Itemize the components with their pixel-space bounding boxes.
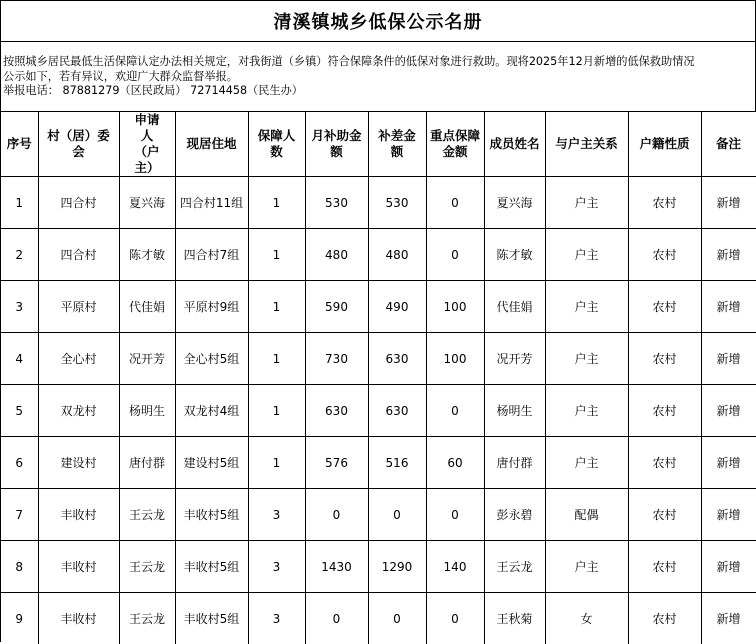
table-row [1,385,756,437]
table-row [1,229,756,281]
remark-cell: 新增 [701,177,756,229]
member-name-cell: 王秋菊 [484,593,545,644]
serial-number-cell: 8 [1,541,38,593]
residence-cell: 双龙村4组 [175,385,248,437]
member-name-cell: 陈才敏 [484,229,545,281]
serial-number-cell: 1 [1,177,38,229]
priority-amount-cell: 100 [426,333,484,385]
member-name-cell: 彭永碧 [484,489,545,541]
covered-persons-cell: 1 [248,333,305,385]
relation-to-head-cell: 户主 [545,385,628,437]
priority-amount-cell: 140 [426,541,484,593]
household-type-cell: 农村 [628,333,701,385]
relation-to-head-cell: 户主 [545,281,628,333]
notice-line-2: 公示如下，若有异议，欢迎广大群众监督举报。 [3,70,753,85]
header-cell: 申请人（户主） [119,112,175,177]
priority-amount-cell: 60 [426,437,484,489]
residence-cell: 丰收村5组 [175,489,248,541]
applicant-name-cell: 夏兴海 [119,177,175,229]
table-row [1,437,756,489]
covered-persons-cell: 1 [248,177,305,229]
village-committee-cell: 丰收村 [38,541,119,593]
residence-cell: 建设村5组 [175,437,248,489]
gap-amount-cell: 530 [368,177,426,229]
residence-cell: 平原村9组 [175,281,248,333]
priority-amount-cell: 0 [426,489,484,541]
member-name-cell: 杨明生 [484,385,545,437]
priority-amount-cell: 0 [426,229,484,281]
relation-to-head-cell: 户主 [545,437,628,489]
applicant-name-cell: 代佳娟 [119,281,175,333]
gap-amount-cell: 516 [368,437,426,489]
remark-cell: 新增 [701,437,756,489]
member-name-cell: 代佳娟 [484,281,545,333]
applicant-name-cell: 陈才敏 [119,229,175,281]
village-committee-cell: 丰收村 [38,489,119,541]
serial-number-cell: 6 [1,437,38,489]
remark-cell: 新增 [701,281,756,333]
header-cell: 重点保障金额 [426,112,484,177]
header-cell: 月补助金额 [305,112,368,177]
household-type-cell: 农村 [628,489,701,541]
monthly-subsidy-cell: 576 [305,437,368,489]
serial-number-cell: 3 [1,281,38,333]
notice-line-1: 按照城乡居民最低生活保障认定办法相关规定，对我街道（乡镇）符合保障条件的低保对象进行救助。现将2025年12月新增的低保救助情况 [3,55,753,70]
monthly-subsidy-cell: 730 [305,333,368,385]
monthly-subsidy-cell: 590 [305,281,368,333]
village-committee-cell: 建设村 [38,437,119,489]
member-name-cell: 王云龙 [484,541,545,593]
page-title: 清溪镇城乡低保公示名册 [1,1,756,42]
gap-amount-cell: 0 [368,593,426,644]
residence-cell: 四合村11组 [175,177,248,229]
covered-persons-cell: 3 [248,489,305,541]
applicant-name-cell: 况开芳 [119,333,175,385]
applicant-name-cell: 唐付群 [119,437,175,489]
roster-table [1,112,756,644]
header-cell: 备注 [701,112,756,177]
gap-amount-cell: 630 [368,385,426,437]
household-type-cell: 农村 [628,281,701,333]
remark-cell: 新增 [701,333,756,385]
household-type-cell: 农村 [628,437,701,489]
remark-cell: 新增 [701,229,756,281]
relation-to-head-cell: 配偶 [545,489,628,541]
applicant-name-cell: 杨明生 [119,385,175,437]
applicant-name-cell: 王云龙 [119,489,175,541]
residence-cell: 丰收村5组 [175,541,248,593]
monthly-subsidy-cell: 1430 [305,541,368,593]
table-row [1,281,756,333]
village-committee-cell: 平原村 [38,281,119,333]
monthly-subsidy-cell: 630 [305,385,368,437]
relation-to-head-cell: 户主 [545,177,628,229]
covered-persons-cell: 3 [248,541,305,593]
village-committee-cell: 全心村 [38,333,119,385]
village-committee-cell: 双龙村 [38,385,119,437]
residence-cell: 全心村5组 [175,333,248,385]
gap-amount-cell: 480 [368,229,426,281]
village-committee-cell: 丰收村 [38,593,119,644]
member-name-cell: 况开芳 [484,333,545,385]
remark-cell: 新增 [701,489,756,541]
relation-to-head-cell: 户主 [545,541,628,593]
monthly-subsidy-cell: 0 [305,489,368,541]
covered-persons-cell: 1 [248,229,305,281]
monthly-subsidy-cell: 0 [305,593,368,644]
gap-amount-cell: 630 [368,333,426,385]
table-row [1,333,756,385]
relation-to-head-cell: 户主 [545,333,628,385]
table-row [1,177,756,229]
covered-persons-cell: 1 [248,437,305,489]
member-name-cell: 夏兴海 [484,177,545,229]
remark-cell: 新增 [701,541,756,593]
serial-number-cell: 9 [1,593,38,644]
gap-amount-cell: 0 [368,489,426,541]
village-committee-cell: 四合村 [38,177,119,229]
village-committee-cell: 四合村 [38,229,119,281]
applicant-name-cell: 王云龙 [119,593,175,644]
member-name-cell: 唐付群 [484,437,545,489]
header-cell: 序号 [1,112,38,177]
header-cell: 成员姓名 [484,112,545,177]
applicant-name-cell: 王云龙 [119,541,175,593]
table-row [1,593,756,644]
remark-cell: 新增 [701,385,756,437]
header-row [1,112,756,177]
header-cell: 与户主关系 [545,112,628,177]
monthly-subsidy-cell: 530 [305,177,368,229]
relation-to-head-cell: 女 [545,593,628,644]
serial-number-cell: 7 [1,489,38,541]
notice-line-3: 举报电话： 87881279（区民政局） 72714458（民生办） [3,84,753,99]
header-cell: 补差金额 [368,112,426,177]
priority-amount-cell: 0 [426,385,484,437]
monthly-subsidy-cell: 480 [305,229,368,281]
household-type-cell: 农村 [628,229,701,281]
household-type-cell: 农村 [628,177,701,229]
household-type-cell: 农村 [628,541,701,593]
household-type-cell: 农村 [628,385,701,437]
remark-cell: 新增 [701,593,756,644]
table-row [1,489,756,541]
relation-to-head-cell: 户主 [545,229,628,281]
table-row [1,541,756,593]
priority-amount-cell: 100 [426,281,484,333]
header-cell: 现居住地 [175,112,248,177]
header-cell: 村（居）委会 [38,112,119,177]
serial-number-cell: 2 [1,229,38,281]
notice-text [1,42,756,112]
household-type-cell: 农村 [628,593,701,644]
residence-cell: 四合村7组 [175,229,248,281]
serial-number-cell: 4 [1,333,38,385]
header-cell: 保障人数 [248,112,305,177]
covered-persons-cell: 3 [248,593,305,644]
priority-amount-cell: 0 [426,177,484,229]
serial-number-cell: 5 [1,385,38,437]
covered-persons-cell: 1 [248,281,305,333]
gap-amount-cell: 490 [368,281,426,333]
residence-cell: 丰收村5组 [175,593,248,644]
header-cell: 户籍性质 [628,112,701,177]
priority-amount-cell: 0 [426,593,484,644]
gap-amount-cell: 1290 [368,541,426,593]
covered-persons-cell: 1 [248,385,305,437]
